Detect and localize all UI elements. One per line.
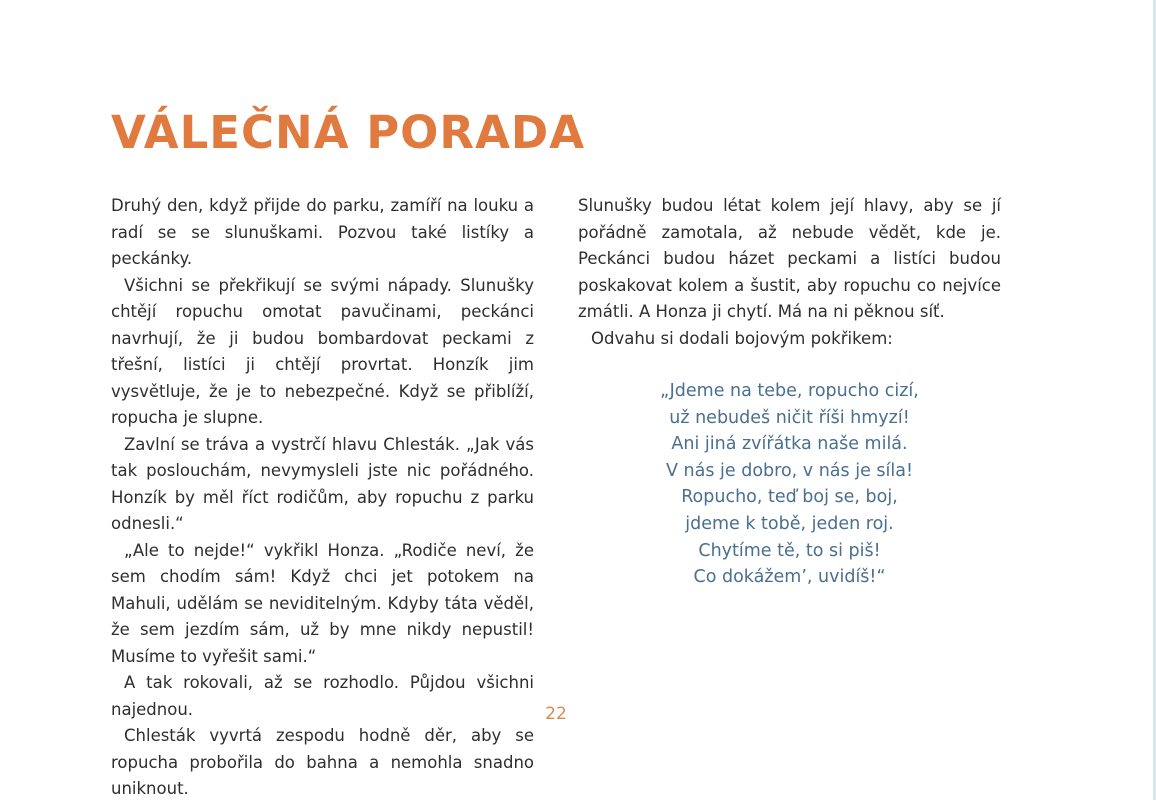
- paragraph: „Ale to nejde!“ vykřikl Honza. „Rodiče neví, že sem chodím sám! Když chci jet potokem na Mahuli, udělám se neviditelným. Kdyby táta věděl, že sem jezdím sám, už by mne nikdy nepustil! Musíme to vyřešit sami.“: [111, 540, 534, 666]
- poem-line: už nebudeš ničit říši hmyzí!: [669, 407, 910, 428]
- paragraph: Zavlní se tráva a vystrčí hlavu Chlesták. „Jak vás tak poslouchám, nevymysleli jste nic pořádného. Honzík by měl říct rodičům, aby ropuchu z parku odnesli.“: [111, 434, 534, 533]
- page-number: 22: [545, 704, 567, 724]
- poem-line: Chytíme tě, to si piš!: [698, 540, 881, 561]
- paragraph: Odvahu si dodali bojovým pokřikem:: [591, 328, 893, 348]
- poem-line: Co dokážem’, uvidíš!“: [693, 567, 886, 588]
- poem-line: jdeme k tobě, jeden roj.: [685, 513, 894, 534]
- poem-line: Ani jiná zvířátka naše milá.: [671, 434, 908, 455]
- poem-line: V nás je dobro, v nás je síla!: [666, 460, 913, 481]
- paragraph: Druhý den, když přijde do parku, zamíří na louku a radí se se slunuškami. Pozvou také listíky a peckánky.: [111, 196, 534, 268]
- paragraph: Slunušky budou létat kolem její hlavy, aby se jí pořádně zamotala, až nebude vědět, kde je. Peckánci budou házet peckami a listíci budou poskakovat kolem a šustit, aby ropuchu co nejvíce zmátli. A Honza ji chytí. Má na ni pěknou síť.: [578, 196, 1001, 321]
- paragraph: Všichni se překřikují se svými nápady. Slunušky chtějí ropuchu omotat pavučinami, peckánci navrhují, že ji budou bombardovat peckami z třešní, listíci ji chtějí provrtat. Honzík jim vysvětluje, že je to nebezpečné. Když se přiblíží, ropucha je slupne.: [111, 275, 534, 427]
- battle-cry-poem: [578, 378, 1001, 591]
- poem-line: „Jdeme na tebe, ropucho cizí,: [660, 381, 919, 401]
- right-text-column: [578, 193, 1001, 352]
- paragraph: Chlesták vyvrtá zespodu hodně děr, aby se ropucha probořila do bahna a nemohla snadno uniknout.: [111, 726, 534, 798]
- chapter-title: VÁLEČNÁ PORADA: [111, 106, 586, 159]
- poem-line: Ropucho, teď boj se, boj,: [681, 487, 898, 508]
- paragraph: A tak rokovali, až se rozhodlo. Půjdou všichni najednou.: [111, 673, 534, 719]
